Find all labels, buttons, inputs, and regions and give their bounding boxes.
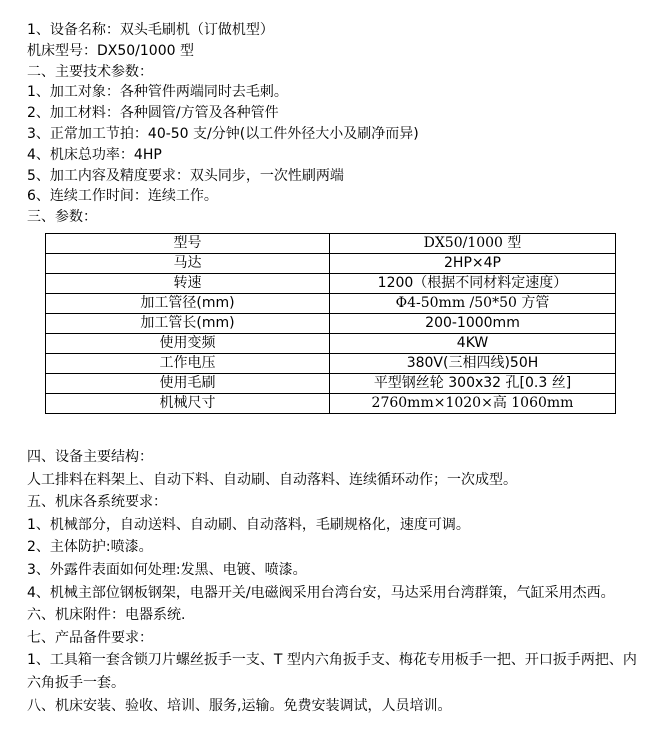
param-label: 转速 [46,274,330,294]
accessories-line: 六、机床附件：电器系统. [27,607,186,624]
param-label: 马达 [46,254,330,274]
main-parts-line: 4、机械主部位钢板钢架，电器开关/电磁阀采用台湾台安，马达采用台湾群策，气缸采用杰西。 [27,584,615,601]
param-label: 使用变频 [46,334,330,354]
param-value: Φ4-50mm /50*50 方管 [330,294,616,314]
param-value: 2760mm×1020×高 1060mm [330,394,616,414]
installation-line: 八、机床安装、验收、培训、服务,运输。免费安装调试，人员培训。 [27,697,452,714]
surface-treatment-line: 3、外露件表面如何处理:发黑、电镀、喷漆。 [27,561,307,578]
param-value: DX50/1000 型 [330,234,616,254]
param-value: 2HP×4P [330,254,616,274]
machine-model-line: 机床型号：DX50/1000 型 [27,42,194,59]
structure-line: 人工排料在料架上、自动下料、自动刷、自动落料、连续循环动作；一次成型。 [27,471,517,488]
spare-parts-heading: 七、产品备件要求： [27,629,153,646]
processing-material-line: 2、加工材料：各种圆管/方管及各种管件 [27,105,279,122]
table-row [46,234,616,254]
table-row [46,394,616,414]
table-row [46,294,616,314]
system-req-heading: 五、机床各系统要求： [27,494,167,511]
mechanical-line: 1、机械部分，自动送料、自动刷、自动落料，毛刷规格化，速度可调。 [27,516,470,533]
precision-line: 5、加工内容及精度要求：双头同步，一次性刷两端 [27,167,344,184]
params-heading: 三、参数： [27,209,97,226]
param-label: 加工管长(mm) [46,314,330,334]
table-row [46,334,616,354]
param-label: 机械尺寸 [46,394,330,414]
table-row [46,254,616,274]
param-value: 4KW [330,334,616,354]
device-name-line: 1、设备名称：双头毛刷机（订做机型） [27,22,274,38]
protection-line: 2、主体防护:喷漆。 [27,539,153,556]
outro-section [27,446,637,717]
param-value: 平型钢丝轮 300x32 孔[0.3 丝] [330,374,616,394]
table-row [46,314,616,334]
params-table [45,233,616,414]
param-label: 工作电压 [46,354,330,374]
processing-object-line: 1、加工对象：各种管件两端同时去毛刺。 [27,84,288,101]
param-value: 200-1000mm [330,314,616,334]
param-label: 使用毛刷 [46,374,330,394]
param-value: 380V(三相四线)50H [330,354,616,374]
intro-section [27,20,637,228]
table-row [46,274,616,294]
param-value: 1200（根据不同材料定速度） [330,274,616,294]
toolbox-line: 1、工具箱一套含锁刀片螺丝扳手一支、T 型内六角扳手支、梅花专用板手一把、开口扳手两把、内六角扳手一套。 [27,652,637,691]
structure-heading: 四、设备主要结构： [27,449,153,465]
total-power-line: 4、机床总功率：4HP [27,146,162,163]
param-label: 加工管径(mm) [46,294,330,314]
param-label: 型号 [46,234,330,254]
table-row [46,374,616,394]
working-time-line: 6、连续工作时间：连续工作。 [27,188,218,205]
processing-cycle-line: 3、正常加工节拍：40-50 支/分钟(以工件外径大小及刷净而异) [27,125,419,142]
table-row [46,354,616,374]
tech-params-heading: 二、主要技术参数： [27,63,153,80]
